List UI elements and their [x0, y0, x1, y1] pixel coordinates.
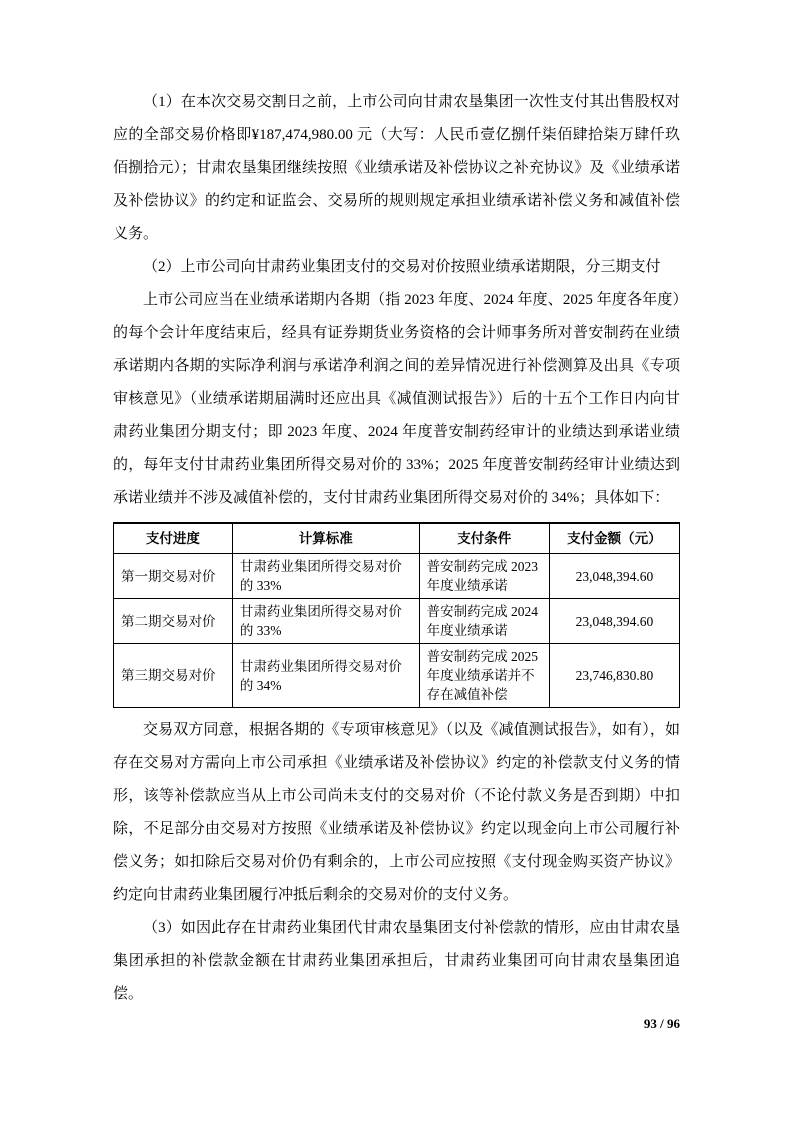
table-row — [114, 554, 680, 599]
paragraph-5: （3）如因此存在甘肃药业集团代甘肃农垦集团支付补偿款的情形，应由甘肃农垦集团承担的补偿款金额在甘肃药业集团承担后，甘肃药业集团可向甘肃农垦集团追偿。 — [113, 920, 680, 1002]
cell-standard: 甘肃药业集团所得交易对价的 33% — [232, 599, 419, 644]
header-payment-cond: 支付条件 — [419, 523, 549, 554]
cell-stage: 第一期交易对价 — [114, 554, 233, 599]
table-row — [114, 599, 680, 644]
table-row — [114, 644, 680, 708]
cell-amount: 23,746,830.80 — [549, 644, 679, 708]
cell-amount: 23,048,394.60 — [549, 599, 679, 644]
cell-condition: 普安制药完成 2024 年度业绩承诺 — [419, 599, 549, 644]
paragraph-2: （2）上市公司向甘肃药业集团支付的交易对价按照业绩承诺期限，分三期支付 — [143, 259, 661, 275]
cell-stage: 第三期交易对价 — [114, 644, 233, 708]
cell-condition: 普安制药完成 2025 年度业绩承诺并不存在减值补偿 — [419, 644, 549, 708]
document-body — [113, 86, 680, 1011]
page-number: 93 / 96 — [643, 1016, 680, 1031]
paragraph-3: 上市公司应当在业绩承诺期内各期（指 2023 年度、2024 年度、2025 年度各年度）的每个会计年度结束后，经具有证券期货业务资格的会计师事务所对普安制药在业绩承诺期内各期的实际净利润与承诺净利润之间的差异情况进行补偿测算及出具《专项审核意见》（业绩承诺期届满时还应出具《减值测试报告》）后的十五个工作日内向甘肃药业集团分期支付；即 2023 年度、2024 年度普安制药经审计的业绩达到承诺业绩的，每年支付甘肃药业集团所得交易对价的 33%；2025 年度普安制药经审计业绩达到承诺业绩并不涉及减值补偿的，支付甘肃药业集团所得交易对价的 34%；具体如下： — [113, 292, 680, 506]
cell-standard: 甘肃药业集团所得交易对价的 34% — [232, 644, 419, 708]
table-header-row — [114, 523, 680, 554]
header-payment-amount: 支付金额（元） — [549, 523, 679, 554]
header-calc-standard: 计算标准 — [232, 523, 419, 554]
cell-amount: 23,048,394.60 — [549, 554, 679, 599]
payment-schedule-table — [113, 522, 680, 708]
paragraph-1: （1）在本次交易交割日之前，上市公司向甘肃农垦集团一次性支付其出售股权对应的全部交易价格即¥187,474,980.00 元（大写：人民币壹亿捌仟柒佰肆拾柒万肆仟玖佰捌拾元）；甘肃农垦集团继续按照《业绩承诺及补偿协议之补充协议》及《业绩承诺及补偿协议》的约定和证监会、交易所的规则规定承担业绩承诺补偿义务和减值补偿义务。 — [113, 94, 680, 242]
cell-stage: 第二期交易对价 — [114, 599, 233, 644]
cell-condition: 普安制药完成 2023 年度业绩承诺 — [419, 554, 549, 599]
cell-standard: 甘肃药业集团所得交易对价的 33% — [232, 554, 419, 599]
header-payment-stage: 支付进度 — [114, 523, 233, 554]
paragraph-4: 交易双方同意，根据各期的《专项审核意见》（以及《减值测试报告》，如有），如存在交易对方需向上市公司承担《业绩承诺及补偿协议》约定的补偿款支付义务的情形，该等补偿款应当从上市公司尚未支付的交易对价（不论付款义务是否到期）中扣除，不足部分由交易对方按照《业绩承诺及补偿协议》约定以现金向上市公司履行补偿义务；如扣除后交易对价仍有剩余的，上市公司应按照《支付现金购买资产协议》约定向甘肃药业集团履行冲抵后剩余的交易对价的支付义务。 — [113, 722, 680, 903]
